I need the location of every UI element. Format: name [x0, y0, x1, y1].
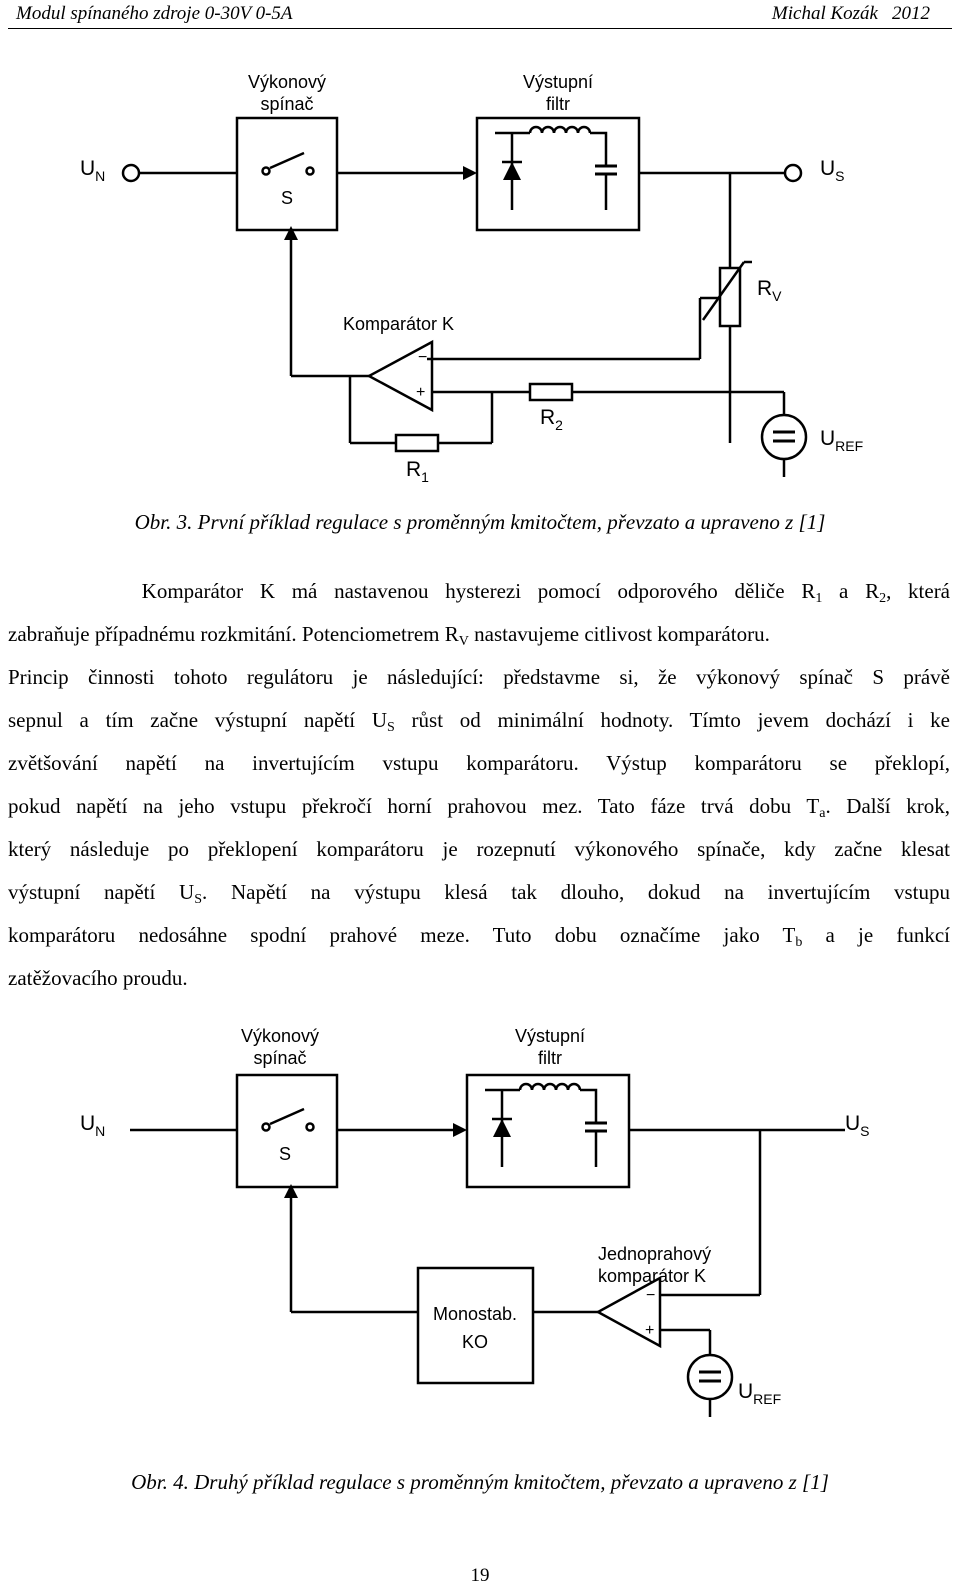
switch-label-line1: Výkonový — [240, 1026, 320, 1046]
comparator-label-line2: komparátor K — [598, 1266, 707, 1286]
us-terminal — [785, 165, 801, 181]
uref-label: $U_{REF}$ — [738, 1380, 782, 1407]
paragraph-line: který následuje po překlopení komparátoru je rozepnutí výkonového spínače, kdy začne klesat — [8, 837, 950, 861]
header-year: 2012 — [892, 3, 930, 24]
r2-label: $R_2$ — [540, 406, 563, 433]
paragraph-line: Komparátor K má nastavenou hysterezi pomocí odporového děliče $R_1$ a $R_2$, která — [141, 579, 951, 606]
us-label: $U_S$ — [845, 1112, 870, 1139]
uref-label: $U_{REF}$ — [820, 427, 864, 454]
comparator-plus: + — [645, 1322, 655, 1339]
header-title: Modul spínaného zdroje 0-30V 0-5A — [16, 3, 293, 24]
filter-label-line1: Výstupní — [514, 1026, 586, 1046]
paragraph-line: zabraňuje případnému rozkmitání. Potenciometrem $R_V$ nastavujeme citlivost komparátoru. — [8, 622, 770, 649]
switch-label-line2: spínač — [260, 94, 314, 114]
figure-3-caption: Obr. 3. První příklad regulace s proměnným kmitočtem, převzato a upraveno z [1] — [134, 510, 826, 534]
paragraph-line: zvětšování napětí na invertujícím vstupu komparátoru. Výstup komparátoru se překlopí, — [8, 751, 950, 775]
switch-label-line1: Výkonový — [247, 72, 327, 92]
un-label: $U_N$ — [80, 157, 106, 184]
monostable-label-line1: Monostab. — [432, 1304, 518, 1324]
page-header — [8, 0, 952, 29]
filter-label-line2: filtr — [546, 94, 570, 114]
filter-label-line2: filtr — [538, 1048, 562, 1068]
figure-3-diagram — [0, 40, 960, 500]
us-label: $U_S$ — [820, 157, 845, 184]
uref-source — [762, 415, 806, 459]
paragraph-line: sepnul a tím začne výstupní napětí $U_S$ růst od minimální hodnoty. Tímto jevem dochází i ke — [8, 708, 950, 735]
filter-diode — [503, 162, 521, 180]
comparator-label: Komparátor K — [343, 314, 455, 334]
feedback-arrow — [284, 226, 298, 240]
comparator-label-line1: Jednoprahový — [598, 1244, 712, 1264]
signal-arrow — [453, 1123, 467, 1137]
uref-source — [688, 1355, 732, 1399]
page-number: 19 — [470, 1565, 490, 1586]
power-switch-block — [237, 1075, 337, 1187]
signal-arrow — [463, 166, 477, 180]
paragraph-line: Princip činnosti tohoto regulátoru je následující: představme si, že výkonový spínač S právě — [8, 665, 950, 689]
comparator-minus: − — [646, 1287, 656, 1304]
paragraph-line: pokud napětí na jeho vstupu překročí horní prahovou mez. Tato fáze trvá dobu $T_a$. Další krok, — [8, 794, 950, 821]
rv-potentiometer — [720, 268, 740, 326]
monostable-ko-block — [418, 1268, 533, 1383]
header-author: Michal Kozák — [771, 3, 878, 24]
header-right — [772, 2, 930, 26]
r1-label: $R_1$ — [406, 458, 429, 485]
power-switch-block — [237, 118, 337, 230]
rv-label: $R_V$ — [757, 277, 782, 304]
paragraph-line: výstupní napětí $U_S$. Napětí na výstupu klesá tak dlouho, dokud na invertujícím vstupu — [8, 880, 950, 907]
un-terminal — [123, 165, 139, 181]
comparator-plus: + — [416, 384, 426, 401]
switch-label-line2: spínač — [253, 1048, 307, 1068]
paragraph-line: zatěžovacího proudu. — [8, 966, 188, 990]
figure-4-diagram — [0, 1020, 960, 1460]
body-paragraph — [8, 570, 950, 1000]
switch-symbol-label: S — [280, 188, 294, 208]
figure-4-caption: Obr. 4. Druhý příklad regulace s proměnným kmitočtem, převzato a upraveno z [1] — [131, 1470, 829, 1494]
r1-resistor — [396, 435, 438, 451]
monostable-label-line2: KO — [461, 1332, 489, 1352]
filter-label-line1: Výstupní — [522, 72, 594, 92]
un-label: $U_N$ — [80, 1112, 106, 1139]
comparator-minus: − — [418, 349, 428, 366]
switch-symbol-label: S — [278, 1144, 292, 1164]
r2-resistor — [530, 384, 572, 400]
paragraph-line: komparátoru nedosáhne spodní prahové meze. Tuto dobu označíme jako $T_b$ a je funkcí — [8, 923, 950, 950]
